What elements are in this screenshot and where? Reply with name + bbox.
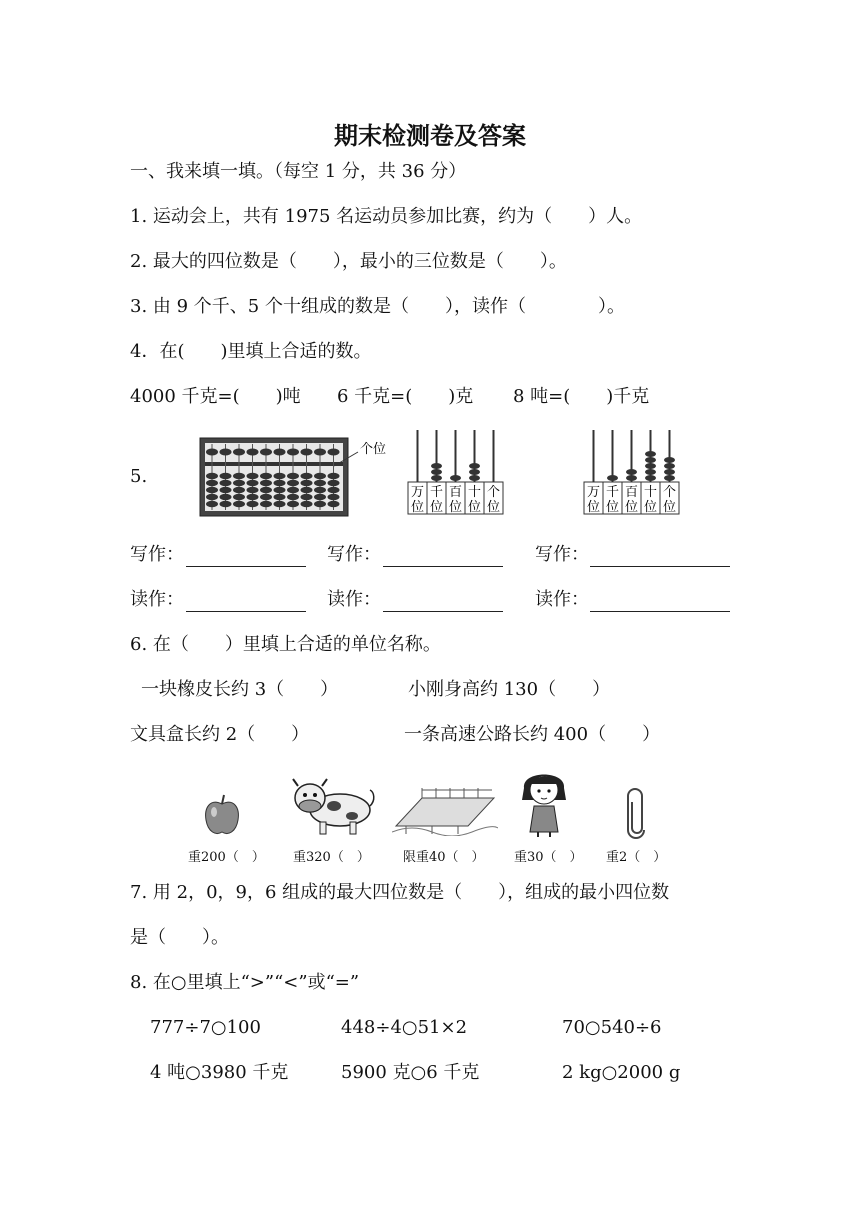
place-value-counter-2 [580, 426, 682, 518]
write-blank-2[interactable] [383, 566, 503, 567]
read-label-2: 读作： [327, 589, 381, 610]
abacus-image [198, 436, 398, 520]
question-4-item-b: 6 千克=( )克 [337, 386, 474, 407]
read-blank-3[interactable] [590, 611, 730, 612]
compare-item: 70○540÷6 [562, 1017, 662, 1038]
page-title: 期末检测卷及答案 [334, 122, 526, 150]
question-7-line-1: 7. 用 2，0，9，6 组成的最大四位数是（ ），组成的最小四位数 [130, 882, 670, 903]
compare-item: 2 kg○2000 g [562, 1062, 681, 1083]
caption-apple: 重200（ ） [188, 850, 265, 865]
question-6-item-c: 文具盒长约 2（ ） [130, 724, 310, 745]
question-6: 6. 在（ ）里填上合适的单位名称。 [130, 634, 441, 655]
place-label: 百 [624, 485, 639, 500]
place-label: 位 [410, 500, 425, 515]
caption-bridge: 限重40（ ） [403, 850, 485, 865]
place-label: 千 [429, 485, 444, 500]
place-label: 万 [410, 485, 425, 500]
place-label: 位 [624, 500, 639, 515]
paperclip-image [624, 788, 648, 840]
place-label: 个 [662, 485, 677, 500]
place-value-counter-1 [404, 426, 506, 518]
compare-item: 5900 克○6 千克 [341, 1062, 480, 1083]
question-1: 1. 运动会上，共有 1975 名运动员参加比赛，约为（ ）人。 [130, 206, 643, 227]
place-label: 位 [662, 500, 677, 515]
place-label: 位 [467, 500, 482, 515]
compare-item: 4 吨○3980 千克 [150, 1062, 289, 1083]
write-label-3: 写作： [535, 544, 589, 565]
place-label: 千 [605, 485, 620, 500]
caption-cow: 重320（ ） [293, 850, 370, 865]
write-blank-1[interactable] [186, 566, 306, 567]
question-4: 4．在( )里填上合适的数。 [130, 341, 372, 362]
compare-item: 777÷7○100 [150, 1017, 261, 1038]
write-label-1: 写作： [130, 544, 184, 565]
question-6-item-b: 小刚身高约 130（ ） [408, 679, 611, 700]
bridge-image [392, 784, 498, 836]
question-2: 2. 最大的四位数是（ ），最小的三位数是（ ）。 [130, 251, 567, 272]
place-label: 十 [467, 485, 482, 500]
caption-girl: 重30（ ） [514, 850, 583, 865]
write-label-2: 写作： [327, 544, 381, 565]
question-7-line-2: 是（ ）。 [130, 927, 229, 948]
compare-item: 448÷4○51×2 [341, 1017, 468, 1038]
place-label: 百 [448, 485, 463, 500]
place-label: 位 [486, 500, 501, 515]
read-blank-1[interactable] [186, 611, 306, 612]
place-label: 位 [643, 500, 658, 515]
question-4-item-c: 8 吨=( )千克 [513, 386, 650, 407]
section-heading: 一、我来填一填。（每空 1 分，共 36 分） [130, 161, 467, 182]
read-label-3: 读作： [535, 589, 589, 610]
caption-paperclip: 重2（ ） [606, 850, 667, 865]
cow-image [290, 776, 376, 838]
question-8: 8. 在○里填上“>”“<”或“=” [130, 972, 360, 993]
question-5: 5. [130, 466, 148, 487]
question-3: 3. 由 9 个千、5 个十组成的数是（ ），读作（ ）。 [130, 296, 625, 317]
place-label: 位 [586, 500, 601, 515]
apple-image [202, 792, 242, 838]
question-6-item-a: 一块橡皮长约 3（ ） [141, 679, 339, 700]
ones-place-label: 个位 [360, 442, 387, 457]
write-blank-3[interactable] [590, 566, 730, 567]
place-label: 个 [486, 485, 501, 500]
place-label: 十 [643, 485, 658, 500]
place-label: 万 [586, 485, 601, 500]
girl-image [516, 766, 572, 838]
read-blank-2[interactable] [383, 611, 503, 612]
place-label: 位 [605, 500, 620, 515]
question-4-item-a: 4000 千克=( )吨 [130, 386, 301, 407]
question-6-item-d: 一条高速公路长约 400（ ） [404, 724, 661, 745]
read-label-1: 读作： [130, 589, 184, 610]
place-label: 位 [448, 500, 463, 515]
place-label: 位 [429, 500, 444, 515]
